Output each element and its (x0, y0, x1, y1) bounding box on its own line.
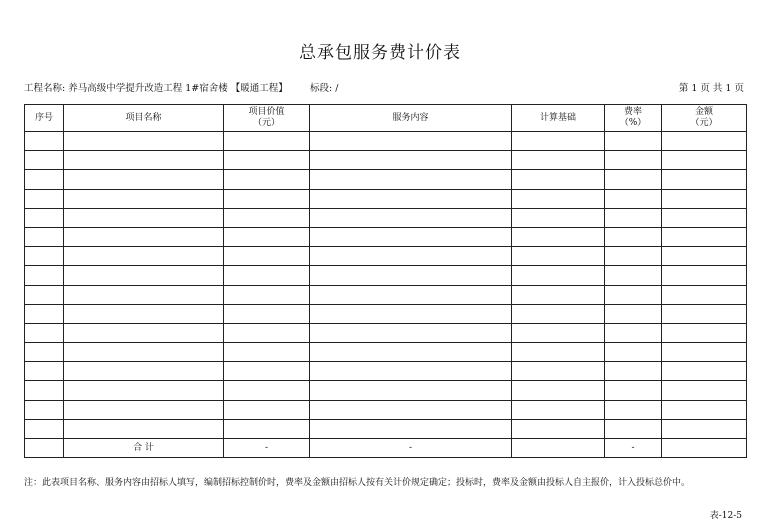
table-cell (662, 266, 747, 285)
table-cell (605, 419, 662, 438)
table-cell (64, 247, 224, 266)
page-title: 总承包服务费计价表 (299, 43, 461, 63)
table-row (25, 285, 747, 304)
table-cell (310, 189, 512, 208)
header-value-bottom: （元） (252, 118, 280, 128)
table-cell (25, 247, 64, 266)
table-cell (662, 400, 747, 419)
table-cell (224, 323, 310, 342)
table-cell (25, 323, 64, 342)
table-cell (662, 227, 747, 246)
table-cell (25, 151, 64, 170)
table-cell (662, 381, 747, 400)
table-cell (64, 151, 224, 170)
fee-table (24, 104, 747, 458)
table-cell (512, 189, 605, 208)
form-code: 表-12-5 (709, 511, 742, 521)
table-cell (662, 362, 747, 381)
table-cell (605, 170, 662, 189)
table-cell (25, 266, 64, 285)
header-value (224, 105, 310, 132)
table-cell (224, 170, 310, 189)
table-cell (64, 227, 224, 246)
table-cell (310, 170, 512, 189)
table-cell (512, 343, 605, 362)
table-cell (64, 304, 224, 323)
table-cell (25, 419, 64, 438)
table-cell (512, 419, 605, 438)
table-cell (605, 208, 662, 227)
table-cell (310, 381, 512, 400)
table-cell (512, 151, 605, 170)
table-cell (64, 170, 224, 189)
table-row (25, 170, 747, 189)
table-cell (310, 151, 512, 170)
table-body (25, 132, 747, 458)
table-cell (64, 362, 224, 381)
total-label: 合 计 (64, 439, 224, 458)
table-cell (25, 132, 64, 151)
total-basis-cell (512, 439, 605, 458)
header-amount-top: 金额 (694, 107, 713, 117)
table-cell (662, 208, 747, 227)
table-cell (310, 400, 512, 419)
table-cell (310, 304, 512, 323)
table-cell (512, 304, 605, 323)
table-cell (605, 362, 662, 381)
table-row (25, 419, 747, 438)
total-row (25, 439, 747, 458)
table-cell (310, 132, 512, 151)
table-cell (512, 323, 605, 342)
segment-info (310, 80, 338, 94)
table-cell (64, 189, 224, 208)
table-cell (64, 419, 224, 438)
table-cell (512, 285, 605, 304)
table-cell (605, 304, 662, 323)
table-cell (224, 419, 310, 438)
table-row (25, 304, 747, 323)
footnote: 注：此表项目名称、服务内容由招标人填写，编制招标控制价时，费率及金额由招标人按有关计价规定确定；投标时，费率及金额由投标人自主报价，计入投标总价中。 (24, 478, 691, 488)
table-cell (224, 247, 310, 266)
page-indicator: 第 1 页 共 1 页 (678, 83, 744, 94)
segment-value: / (335, 83, 339, 94)
table-cell (25, 304, 64, 323)
table-row (25, 400, 747, 419)
table-cell (512, 227, 605, 246)
project-name: 养马高级中学提升改造工程 1#宿舍楼 【暖通工程】 (68, 83, 288, 94)
table-cell (25, 285, 64, 304)
header-rate (605, 105, 662, 132)
table-cell (605, 189, 662, 208)
table-cell (512, 208, 605, 227)
table-row (25, 323, 747, 342)
table-cell (224, 189, 310, 208)
table-cell (224, 285, 310, 304)
table-cell (224, 227, 310, 246)
table-row (25, 227, 747, 246)
table-cell (25, 170, 64, 189)
total-amount-cell (662, 439, 747, 458)
table-cell (310, 285, 512, 304)
table-cell (662, 323, 747, 342)
table-cell (512, 247, 605, 266)
segment-label: 标段: (310, 83, 333, 94)
table-cell (662, 170, 747, 189)
table-cell (512, 132, 605, 151)
header-name: 项目名称 (64, 105, 224, 132)
table-row (25, 266, 747, 285)
table-cell (224, 362, 310, 381)
table-cell (512, 170, 605, 189)
table-cell (662, 285, 747, 304)
table-cell (662, 151, 747, 170)
header-rate-bottom: （%） (619, 118, 647, 128)
table-row (25, 343, 747, 362)
header-basis: 计算基础 (512, 105, 605, 132)
table-cell (512, 400, 605, 419)
table-cell (662, 247, 747, 266)
table-cell (662, 343, 747, 362)
total-content: - (310, 439, 512, 458)
table-cell (64, 285, 224, 304)
table-cell (25, 343, 64, 362)
total-value: - (224, 439, 310, 458)
header-content: 服务内容 (310, 105, 512, 132)
table-cell (310, 343, 512, 362)
table-cell (310, 323, 512, 342)
table-cell (605, 227, 662, 246)
table-cell (64, 208, 224, 227)
table-row (25, 381, 747, 400)
header-value-top: 项目价值 (248, 107, 285, 117)
table-cell (605, 247, 662, 266)
total-rate: - (605, 439, 662, 458)
table-cell (662, 304, 747, 323)
table-header-row (25, 105, 747, 132)
table-cell (605, 151, 662, 170)
total-seq-cell (25, 439, 64, 458)
header-info (24, 80, 744, 94)
table-cell (605, 400, 662, 419)
header-seq: 序号 (25, 105, 64, 132)
table-cell (310, 208, 512, 227)
table-cell (605, 285, 662, 304)
table-row (25, 151, 747, 170)
table-cell (224, 266, 310, 285)
table-cell (310, 266, 512, 285)
table-cell (25, 227, 64, 246)
table-cell (512, 362, 605, 381)
table-cell (224, 304, 310, 323)
table-cell (605, 381, 662, 400)
table-cell (605, 323, 662, 342)
table-cell (64, 381, 224, 400)
table-cell (605, 343, 662, 362)
table-row (25, 247, 747, 266)
table-cell (64, 343, 224, 362)
table-cell (512, 381, 605, 400)
table-cell (310, 419, 512, 438)
table-cell (64, 400, 224, 419)
table-cell (310, 247, 512, 266)
table-row (25, 132, 747, 151)
table-cell (224, 208, 310, 227)
header-rate-top: 费率 (623, 107, 642, 117)
table-cell (512, 266, 605, 285)
header-amount (662, 105, 747, 132)
project-label: 工程名称: (24, 83, 66, 94)
table-row (25, 189, 747, 208)
table-cell (662, 132, 747, 151)
table-row (25, 208, 747, 227)
table-cell (224, 151, 310, 170)
table-cell (25, 362, 64, 381)
table-cell (25, 189, 64, 208)
table-cell (64, 132, 224, 151)
table-row (25, 362, 747, 381)
table-cell (25, 381, 64, 400)
table-cell (25, 400, 64, 419)
table-cell (64, 266, 224, 285)
table-cell (662, 189, 747, 208)
table-cell (310, 227, 512, 246)
table-cell (25, 208, 64, 227)
table-cell (64, 323, 224, 342)
header-amount-bottom: （元） (690, 118, 718, 128)
table-cell (224, 381, 310, 400)
table-cell (605, 266, 662, 285)
table-cell (224, 132, 310, 151)
table-cell (310, 362, 512, 381)
table-cell (662, 419, 747, 438)
table-cell (605, 132, 662, 151)
table-cell (224, 400, 310, 419)
table-cell (224, 343, 310, 362)
